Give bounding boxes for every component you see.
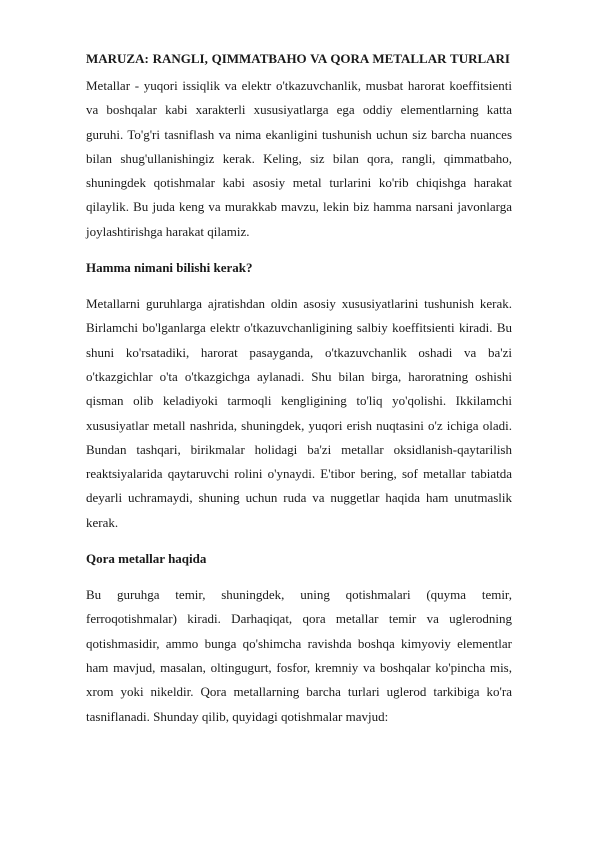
ferrous-metals-paragraph: Bu guruhga temir, shuningdek, uning qotishmalari (quyma temir, ferroqotishmalar) kiradi. Darhaqiqat, qora metallar temir va uglerodning qotishmasidir, ammo bunga qo'shimcha ravishda boshqa kimyoviy elementlar ham mavjud, masalan, oltingugurt, fosfor, kremniy va boshqalar ko'pincha mis, xrom yoki nikeldir. Qora metallarning barcha turlari uglerod tarkibiga ko'ra tasniflanadi. Shunday qilib, quyidagi qotishmalar mavjud: (86, 587, 512, 724)
section-heading-ferrous-metals: Qora metallar haqida (86, 551, 207, 567)
properties-paragraph: Metallarni guruhlarga ajratishdan oldin asosiy xususiyatlarini tushunish kerak. Birlamchi bo'lganlarga elektr o'tkazuvchanligining salbiy koeffitsienti kiradi. Bu shuni ko'rsatadiki, harorat pasayganda, o'tkazuvchanlik oshadi va ba'zi o'tkazgichlar o'ta o'tkazgichga aylanadi. Shu bilan birga, haroratning oshishi qisman olib keladiyoki tarmoqli kengligining to'liq yo'qolishi. Ikkilamchi xususiyatlar metall nashrida, shuningdek, yuqori erish nuqtasini o'z ichiga oladi. Bundan tashqari, birikmalar holidagi ba'zi metallar oksidlanish-qaytarilish reaktsiyalarida qaytaruvchi rolini o'ynaydi. E'tibor bering, sof metallar tabiatda deyarli uchramaydi, shuning uchun ruda va nuggetlar haqida ham unutmaslik kerak. (86, 296, 512, 530)
intro-paragraph: Metallar - yuqori issiqlik va elektr o'tkazuvchanlik, musbat harorat koeffitsienti va boshqalar kabi xarakterli xususiyatlarga ega oddiy elementlarning katta guruhi. To'g'ri tasniflash va nima ekanligini tushunish uchun siz barcha nuances bilan shug'ullanishingiz kerak. Keling, siz bilan qora, rangli, qimmatbaho, shuningdek qotishmalar kabi asosiy metal turlarini ko'rib chiqishga harakat qilaylik. Bu juda keng va murakkab mavzu, lekin biz hamma narsani javonlarga joylashtirishga harakat qilamiz. (86, 78, 512, 239)
document-page (86, 50, 512, 729)
section-heading-what-to-know: Hamma nimani bilishi kerak? (86, 260, 253, 276)
document-title: MARUZA: RANGLI, QIMMATBAHO VA QORA METALLAR TURLARI (86, 51, 510, 66)
